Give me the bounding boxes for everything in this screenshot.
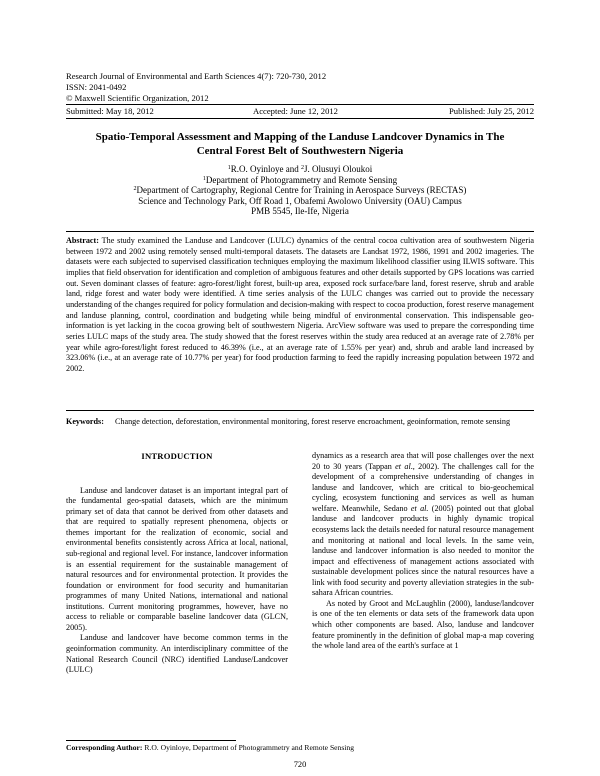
keywords-text: Change detection, deforestation, environmental monitoring, forest reserve encroachment, geoinformation, remote sensing xyxy=(115,417,511,426)
right-column xyxy=(312,451,534,652)
header-rule-bottom xyxy=(66,118,534,119)
affiliation-2-line-2: Science and Technology Park, Off Road 1, Obafemi Awolowo University (OAU) Campus xyxy=(138,195,462,206)
author-names xyxy=(66,164,534,175)
issn: ISSN: 2041-0492 xyxy=(66,82,127,92)
affiliation-text: Department of Cartography, Regional Centre for Training in Aerospace Surveys (RECTAS) xyxy=(136,185,467,196)
text-run-italic: et al xyxy=(395,461,411,471)
affiliation-sup: 1 xyxy=(202,175,206,182)
footnote-label: Corresponding Author: xyxy=(66,743,143,752)
journal-citation: Research Journal of Environmental and Earth Sciences 4(7): 720-730, 2012 xyxy=(66,71,327,81)
text-run: ., 2002). The challenges call for the development of a comprehensive understanding of changes in landuse and landcover, which are critical to bio-geochemical cycling, ecosystem functioning and services as well as human welfare. Meanwhile, Sedano xyxy=(312,461,535,513)
affiliation-sup: 2 xyxy=(133,186,137,193)
author-sup: 2 xyxy=(300,165,304,171)
corresponding-author-note xyxy=(66,743,534,753)
footnote-text: R.O. Oyinloye, Department of Photogrammetry and Remote Sensing xyxy=(142,743,354,752)
left-column xyxy=(66,451,288,676)
author-name: J. Olusuyi Oloukoi xyxy=(303,164,373,174)
abstract xyxy=(66,236,534,375)
heading-spacer xyxy=(66,474,288,486)
affiliation-text: Department of Photogrammetry and Remote Sensing xyxy=(205,174,398,185)
affiliation-1 xyxy=(66,175,534,186)
header-rule-top xyxy=(66,104,534,105)
author-name: R.O. Oyinloye and xyxy=(230,164,301,174)
affiliation-2-line-3: PMB 5545, Ile-Ife, Nigeria xyxy=(251,206,349,217)
section-heading: INTRODUCTION xyxy=(141,451,213,461)
text-run: (2005) pointed out that global landuse and landcover products in highly dynamic tropical ecosystems lack the details needed for natural resource management and monitoring at national and local levels. In the same vein, landuse and landcover information is also needed to monitor the impact and effectiveness of management actions associated with sustainable development polices since the natural resources have a link with food security and poverty alleviation strategies in the sub-sahara African countries. xyxy=(312,503,534,598)
footnote-rule xyxy=(66,740,236,741)
keywords-label: Keywords: xyxy=(66,417,104,426)
abstract-label: Abstract: xyxy=(66,236,99,245)
title-line: Spatio-Temporal Assessment and Mapping of the Landuse Landcover Dynamics in The xyxy=(95,131,505,143)
abstract-text: The study examined the Landuse and Landcover (LULC) dynamics of the central cocoa cultivation area of southwestern Nigeria between 1972 and 2002 using remotely sensed multi-temporal datasets. The datasets are Landsat 1972, 1986, 1991 and 2002 imageries. The datasets were each subjected to supervised classification techniques employing the maximum likelihood classifier using ILWIS software. This implies that field observation for identification and completion of ambiguous features and other details supported by GPS locations was carried out. Seven dominant classes of feature: agro-forest/light forest, built-up area, exposed rock surface/bare land, forest reserve, shrub and arable land, ridge forest and water body were identified. A time series analysis of the LULC changes was carried out to provide the necessary understanding of the changes required for policy formulation and decision-making with respect to cocoa production, forest reserve management and landuse planning, control, coordination and budgeting while being mindful of environmental conservation. This indispensable geo-information is yet lacking in the cocoa growing belt of southwestern Nigeria. ArcView software was used to prepare the corresponding time series LULC maps of the study area. The study showed that the forest reserves within the study area reduced at an average rate of 2.78% per year while agro-forest/light forest reduced to 46.39% (i.e., at an average rate of 1.55% per year) and, shrub and arable land increased by 323.06% (i.e., at an average rate of 10.77% per year) for food production farming to feed the rapidly increasing population between 1972 and 2002. xyxy=(66,236,534,373)
published-date: Published: July 25, 2012 xyxy=(449,106,534,116)
paragraph xyxy=(312,451,534,599)
paragraph: As noted by Groot and McLaughlin (2000), landuse/landcover is one of the ten elements or data sets of the framework data upon which other components are based. Also, landuse and landcover feature prominently in the definition of global map-a map covering the whole land area of the earth's surface at 1 xyxy=(312,598,534,651)
affiliation-2 xyxy=(66,185,534,196)
abstract-rule-top xyxy=(66,231,534,232)
text-run: dynamics as a research area that will pose challenges over the next 20 to 30 years (Tappan xyxy=(312,451,534,471)
accepted-date: Accepted: June 12, 2012 xyxy=(253,106,338,116)
abstract-rule-bottom xyxy=(66,410,534,411)
journal-header xyxy=(66,71,326,104)
paper-title xyxy=(66,131,534,158)
paragraph: Landuse and landcover dataset is an important integral part of the fundamental geo-spatial datasets, which are the minimum primary set of data that cannot be derived from other datasets and that are required to spatially represent phenomena, objects or themes important for the realization of economic, social and environmental benefits consistently across Africa at local, national, sub-regional and regional level. For instance, landcover information is an essential requirement for the sustainable management of natural resources and for environmental protection. It provides the foundation or environment for food security and humanitarian programmes of many United Nations, international and national institutions. Current monitoring programmes, however, have no access to reliable or comparable baseline landcover data (GLCN, 2005). xyxy=(66,485,288,632)
author-sup: 1 xyxy=(227,165,231,171)
page-number: 720 xyxy=(293,760,307,769)
author-block xyxy=(66,164,534,217)
submitted-date: Submitted: May 18, 2012 xyxy=(66,106,154,116)
title-line: Central Forest Belt of Southwestern Nigeria xyxy=(196,144,404,157)
paragraph: Landuse and landcover have become common terms in the geoinformation community. An interdisciplinary committee of the National Research Council (NRC) identified Landuse/Landcover (LULC) xyxy=(66,633,288,675)
copyright: © Maxwell Scientific Organization, 2012 xyxy=(66,93,209,103)
text-run-italic: et al. xyxy=(410,503,429,513)
